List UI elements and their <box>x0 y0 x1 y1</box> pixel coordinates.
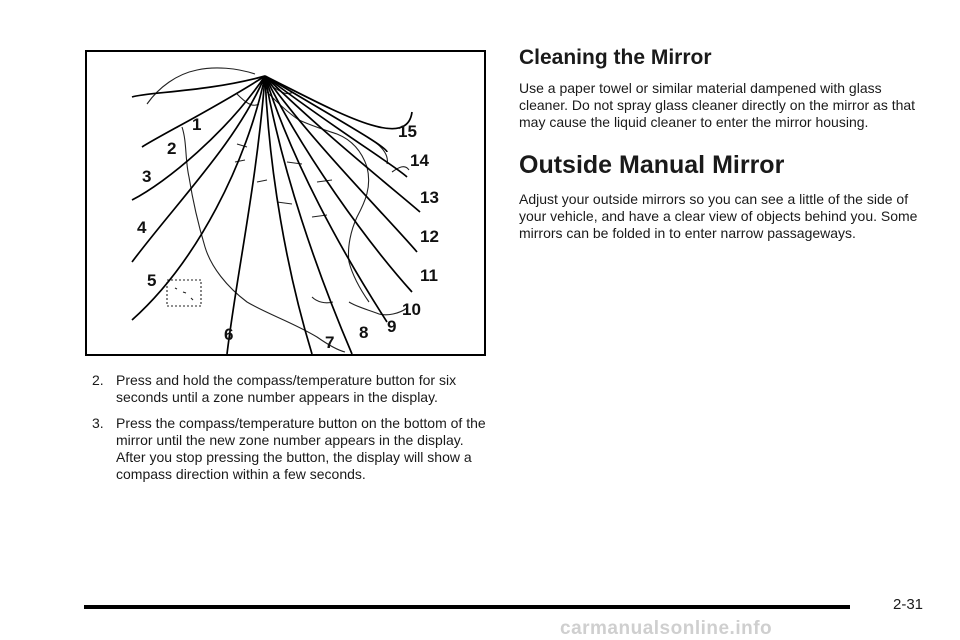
right-column <box>519 44 929 242</box>
zone-boundary-lines <box>132 76 420 354</box>
zone-label-3: 3 <box>142 167 152 186</box>
coastline-outline <box>147 68 409 352</box>
outside-mirror-heading: Outside Manual Mirror <box>519 151 785 179</box>
instruction-steps <box>92 372 492 492</box>
zone-label-7: 7 <box>325 333 335 352</box>
step-number: 2. <box>92 372 104 388</box>
zone-label-12: 12 <box>420 227 439 246</box>
zone-label-10: 10 <box>402 300 421 319</box>
zone-label-6: 6 <box>224 325 234 344</box>
zone-label-5: 5 <box>147 271 157 290</box>
step-text: Press and hold the compass/temperature button for six seconds until a zone number appears in the display. <box>116 372 457 405</box>
zone-label-8: 8 <box>359 323 369 342</box>
zone-label-4: 4 <box>137 218 147 237</box>
zone-label-14: 14 <box>410 151 429 170</box>
cleaning-mirror-text: Use a paper towel or similar material dampened with glass cleaner. Do not spray glass cleaner directly on the mirror as that may cause the liquid cleaner to enter the mirror housing. <box>519 80 916 130</box>
zone-number-labels <box>137 115 439 352</box>
cleaning-mirror-heading: Cleaning the Mirror <box>519 46 712 69</box>
zone-label-15: 15 <box>398 122 417 141</box>
zone-label-13: 13 <box>420 188 439 207</box>
zone-label-2: 2 <box>167 139 177 158</box>
step-item <box>92 372 492 406</box>
zone-map-svg <box>87 52 484 354</box>
zone-label-11: 11 <box>420 266 438 285</box>
footer-rule <box>84 605 850 609</box>
zone-label-9: 9 <box>387 317 397 336</box>
compass-zone-map <box>85 50 486 356</box>
step-text: Press the compass/temperature button on the bottom of the mirror until the new zone number appears in the display. After you stop pressing the button, the display will show a compass direction within a few seconds. <box>116 415 486 482</box>
page-number: 2-31 <box>893 596 924 613</box>
step-item <box>92 415 492 483</box>
watermark: carmanualsonline.info <box>560 618 773 639</box>
outside-mirror-text: Adjust your outside mirrors so you can see a little of the side of your vehicle, and have a clear view of objects behind you. Some mirrors can be folded in to enter narrow passageways. <box>519 191 918 241</box>
step-number: 3. <box>92 415 104 431</box>
zone-label-1: 1 <box>192 115 202 134</box>
